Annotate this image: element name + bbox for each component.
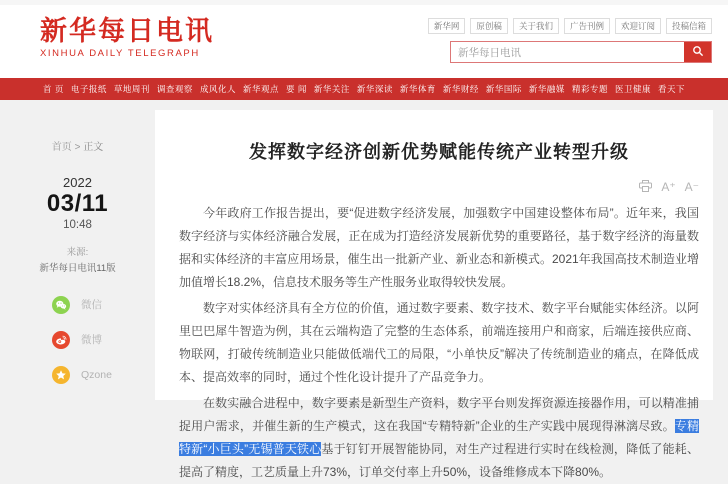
nav-item-health[interactable]: 医卫健康 (614, 84, 651, 94)
logo-title-en: XINHUA DAILY TELEGRAPH (40, 47, 200, 59)
top-link-xinhuanet[interactable]: 新华网 (428, 18, 466, 34)
top-link-ad-rates[interactable]: 广告刊例 (564, 18, 610, 34)
share-qzone-label: Qzone (81, 368, 112, 381)
nav-item-news[interactable]: 要 闻 (285, 84, 307, 94)
print-button[interactable] (639, 180, 652, 194)
top-link-submission[interactable]: 投稿信箱 (666, 18, 712, 34)
font-decrease-button[interactable]: A⁻ (684, 180, 699, 194)
search-bar (450, 41, 712, 63)
breadcrumb-separator: > (74, 142, 81, 153)
share-wechat-button[interactable] (52, 296, 155, 314)
logo-title-cn: 新华每日电讯 (40, 16, 214, 46)
top-links (428, 18, 712, 34)
paragraph-1: 今年政府工作报告提出，要“促进数字经济发展，加强数字中国建设整体布局”。近年来，我国数字经济与实体经济融合发展，正在成为打造经济发展新优势的重要路径，基于数字经济的海量数据和实体经济的丰富应用场景，催生出一批新产业、新业态和新模式。2021年我国高技术制造业增加值增长18.2%，信息技术服务等生产性服务业取得较快发展。 (179, 206, 699, 289)
search-input[interactable] (451, 42, 684, 62)
search-icon (692, 45, 704, 60)
highlighted-text[interactable]: 专精特新“小巨头”无锡普天铁心 (179, 419, 699, 456)
nav-item-special-topics[interactable]: 精彩专题 (571, 84, 608, 94)
article-panel (155, 110, 713, 479)
paragraph-2: 数字对实体经济具有全方位的价值，通过数字要素、数字技术、数字平台赋能实体经济。以阿里巴巴犀牛智造为例，其在云端构造了完整的生态体系，前端连接用户和商家，后端连接供应商、物联网，打破传统制造业只能做低端代工的局限，“小单快反”解决了传统制造业的痛点，在降低成本、提高效率的同时，通过个性化设计提升了产品竞争力。 (179, 301, 699, 384)
breadcrumb-home[interactable]: 首页 (51, 142, 72, 153)
breadcrumb (0, 138, 155, 153)
font-increase-button[interactable]: A⁺ (661, 180, 676, 194)
nav-item-chengfenghuaren[interactable]: 成风化人 (199, 84, 236, 94)
nav-item-home[interactable]: 首 页 (43, 84, 64, 94)
nav-item-xinhua-focus[interactable]: 新华关注 (313, 84, 350, 94)
nav-item-caodi-weekly[interactable]: 草地周刊 (113, 84, 150, 94)
nav-item-world[interactable]: 看天下 (657, 84, 685, 94)
share-panel (0, 296, 155, 384)
nav-item-deep-read[interactable]: 新华深读 (356, 84, 393, 94)
top-link-about-us[interactable]: 关于我们 (513, 18, 559, 34)
article-sidebar (0, 110, 155, 400)
source-value: 新华每日电讯11版 (39, 262, 116, 274)
paragraph-3-after: 基于钉钉开展智能协同，对生产过程进行实时在线检测，降低了能耗、提高了精度，工艺质量上升73%，订单交付率上升50%，设备维修成本下降80%。 (179, 442, 699, 479)
share-qzone-button[interactable] (52, 366, 155, 384)
nav-item-media[interactable]: 新华融媒 (528, 84, 565, 94)
source-label: 来源: (66, 246, 89, 258)
printer-icon (639, 181, 652, 195)
search-button[interactable] (684, 42, 711, 62)
nav-item-epaper[interactable]: 电子报纸 (70, 84, 107, 94)
nav-item-sports[interactable]: 新华体育 (399, 84, 436, 94)
publish-time: 10:48 (63, 218, 92, 231)
wechat-icon (52, 296, 70, 314)
article-body (179, 202, 699, 484)
publish-year: 2022 (63, 175, 92, 190)
site-logo[interactable] (40, 17, 214, 59)
content-area (0, 100, 728, 479)
breadcrumb-current: 正文 (83, 142, 104, 153)
paragraph-3 (179, 392, 699, 484)
nav-item-finance[interactable]: 新华财经 (442, 84, 479, 94)
top-link-original[interactable]: 原创稿 (470, 18, 508, 34)
site-header (0, 0, 728, 78)
paragraph-3-before: 在数实融合进程中，数字要素是新型生产资料，数字平台则发挥资源连接器作用，可以精准捕捉用户需求，并催生新的生产模式，这在我国“专精特新”企业的生产实践中展现得淋漓尽致。 (179, 396, 699, 433)
qzone-icon (52, 366, 70, 384)
nav-item-investigation[interactable]: 调查观察 (156, 84, 193, 94)
main-nav (0, 78, 728, 100)
article-tools (179, 180, 699, 194)
share-weibo-label: 微博 (81, 334, 102, 347)
article-title: 发挥数字经济创新优势赋能传统产业转型升级 (249, 142, 629, 162)
nav-item-xinhua-views[interactable]: 新华观点 (242, 84, 279, 94)
header-right (428, 18, 712, 63)
share-wechat-label: 微信 (81, 299, 102, 312)
nav-item-international[interactable]: 新华国际 (485, 84, 522, 94)
share-weibo-button[interactable] (52, 331, 155, 349)
weibo-icon (52, 331, 70, 349)
top-link-subscribe[interactable]: 欢迎订阅 (615, 18, 661, 34)
publish-date: 03/11 (46, 190, 109, 217)
